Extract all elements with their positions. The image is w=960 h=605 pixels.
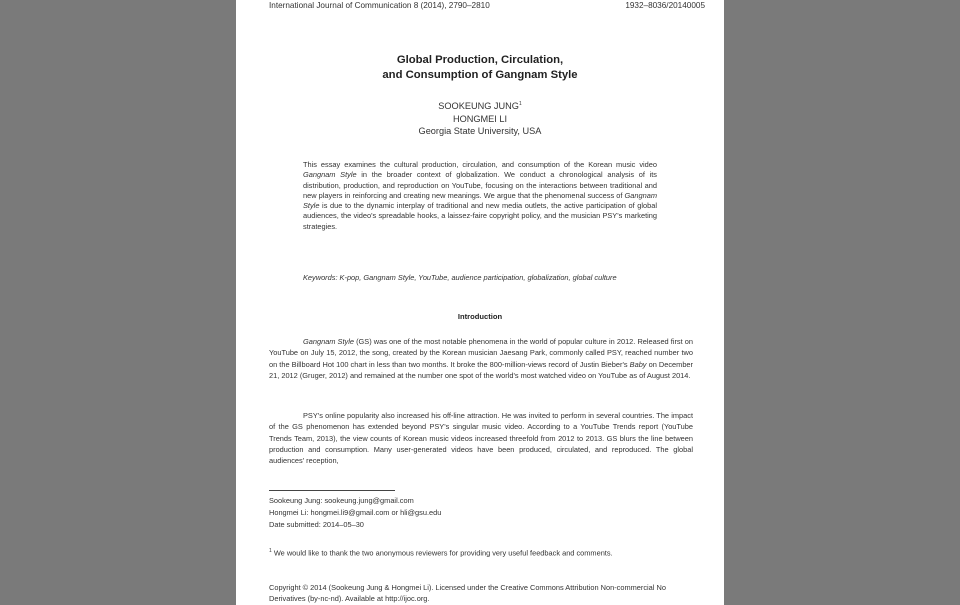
footnote-contact-1: Sookeung Jung: sookeung.jung@gmail.com	[269, 496, 414, 505]
abstract	[303, 160, 657, 232]
footnote-date-submitted: Date submitted: 2014–05–30	[269, 520, 364, 529]
abstract-text-1: This essay examines the cultural production, circulation, and consumption of the Korean music video	[303, 160, 657, 169]
intro-p1-italic: Gangnam Style	[303, 337, 354, 346]
footnote-acknowledgement	[269, 548, 613, 557]
title-line-2: and Consumption of Gangnam Style	[382, 69, 578, 81]
author-footnote-mark: 1	[518, 101, 522, 107]
footnote-acknowledgement-text: We would like to thank the two anonymous reviewers for providing very useful feedback and comments.	[271, 548, 613, 558]
issn-header: 1932–8036/20140005	[625, 1, 705, 10]
intro-p1-text-b: on December 21, 2012 (Gruger, 2012) and remained at the number one spot of the world's most watched video on YouTube as of August 2014.	[269, 359, 693, 380]
footnote-mark: 1	[269, 548, 272, 554]
abstract-text-3: is due to the dynamic interplay of traditional and new media outlets, the active participation of global audiences, the video's spreadable hooks, a laissez-faire copyright policy, and the musician PSY's marketing strategies.	[303, 201, 657, 231]
intro-p1-italic-2: Baby	[629, 359, 647, 369]
footnote-contact-2: Hongmei Li: hongmei.li9@gmail.com or hli@gsu.edu	[269, 508, 442, 517]
title-line-1: Global Production, Circulation,	[396, 54, 564, 66]
abstract-text-2: in the broader context of globalization. We conduct a chronological analysis of its distribution, production, and reproduction on YouTube, focusing on the interactions between traditional and new players in reinforcing and creating new meanings. We argue that the phenomenal success of	[303, 170, 657, 200]
keywords: Keywords: K-pop, Gangnam Style, YouTube, audience participation, globalization, global culture	[303, 273, 617, 282]
intro-p1-text-a: (GS) was one of the most notable phenomena in the world of popular culture in 2012. Released first on YouTube on July 15, 2012, the song, created by the Korean musician Jaesang Park, commonly called PSY, reached number two on the Billboard Hot 100 chart in less than two months. It broke the 800-million-views record of Justin Bieber's	[269, 337, 693, 369]
abstract-italic-2: Gangnam Style	[303, 190, 657, 211]
paper-page	[236, 0, 724, 605]
abstract-italic-1: Gangnam Style	[303, 170, 357, 180]
intro-paragraph-1	[269, 336, 693, 381]
author-1	[236, 98, 724, 113]
introduction-heading: Introduction	[457, 312, 503, 321]
author-1-name: SOOKEUNG JUNG	[438, 101, 519, 112]
paper-title	[236, 53, 724, 83]
author-2: HONGMEI LI	[452, 113, 508, 124]
affiliation: Georgia State University, USA	[418, 126, 542, 137]
footnote-divider	[269, 490, 395, 491]
copyright-notice: Copyright © 2014 (Sookeung Jung & Hongmei Li). Licensed under the Creative Commons Attribution Non-commercial No Derivatives (by-nc-nd). Available at http://ijoc.org.	[269, 583, 666, 604]
author-block	[236, 98, 724, 138]
journal-header: International Journal of Communication 8 (2014), 2790–2810	[269, 1, 490, 10]
intro-paragraph-2: PSY's online popularity also increased his off-line attraction. He was invited to perform in several countries. The impact of the GS phenomenon has extended beyond PSY's singular music video. According to a YouTube Trends report (YouTube Trends Team, 2013), the view counts of Korean music videos increased threefold from 2012 to 2013. GS blurs the line between production and consumption. Many user-generated videos have been produced, circulated, and reproduced. The global audiences' reception,	[269, 411, 693, 466]
